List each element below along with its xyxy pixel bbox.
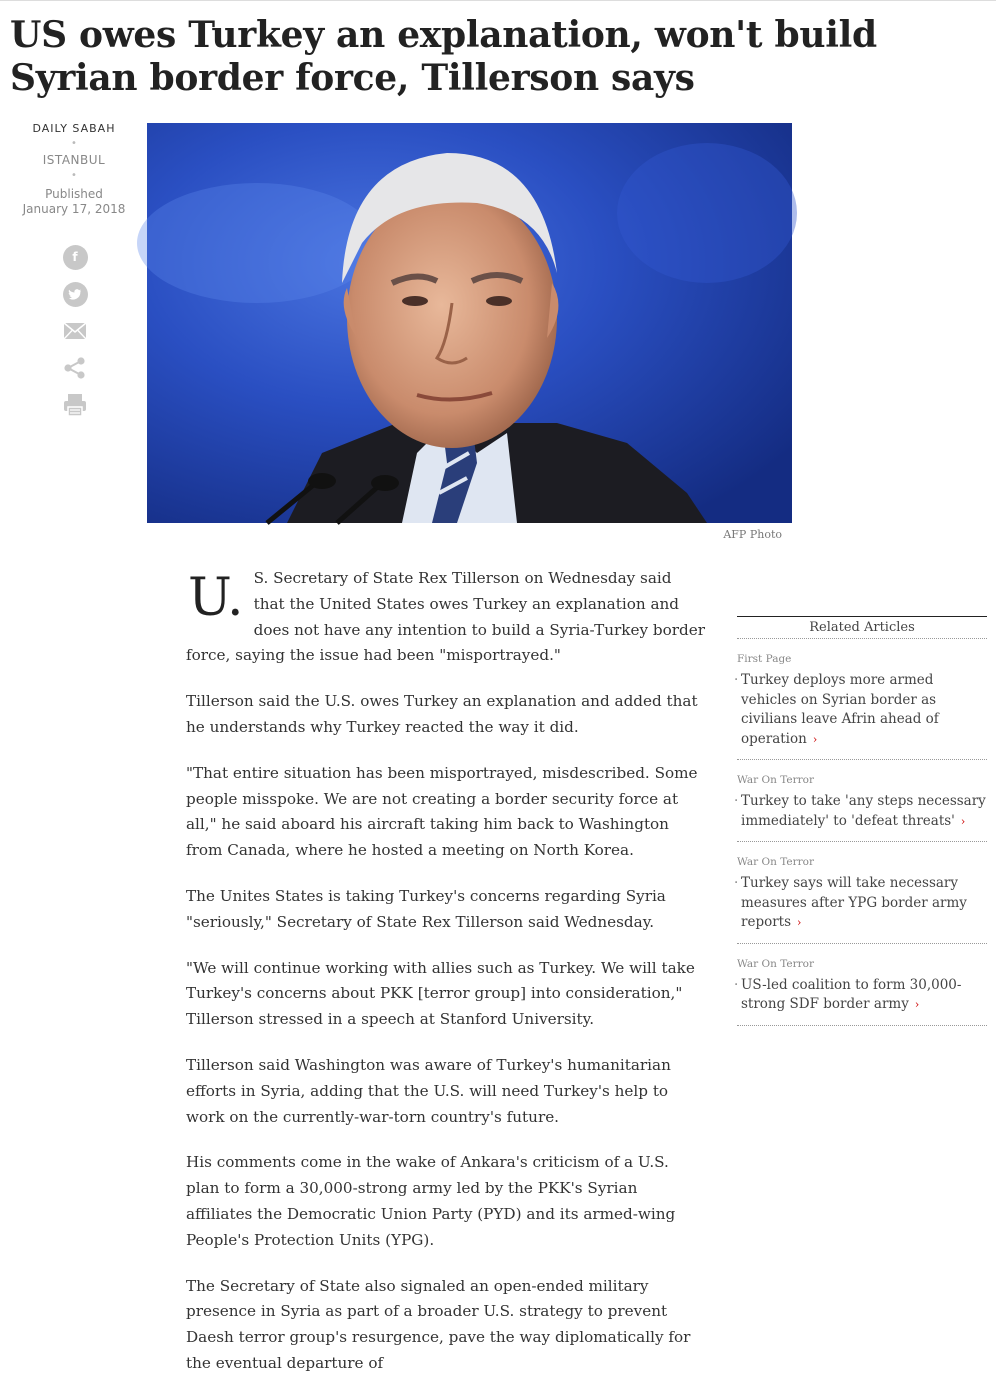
related-category[interactable]: First Page [737,653,792,665]
related-link[interactable] [734,792,987,831]
related-item [734,639,987,760]
related-item [734,944,987,1026]
chevron-right-icon[interactable]: › [812,732,818,746]
twitter-glyph [63,282,88,307]
envelope-glyph [63,322,87,340]
printer-glyph [63,393,87,417]
share-glyph [63,356,87,380]
bullet-icon: · [734,875,739,891]
article-paragraph: "We will continue working with allies such as Turkey. We will take Turkey's concerns about PKK [terror group] into consideration," Tillerson stressed in a speech at Stanford University. [186,958,695,1029]
related-heading: Related Articles [737,616,987,639]
related-category[interactable]: War On Terror [737,856,814,868]
article-paragraph: "That entire situation has been misportrayed, misdescribed. Some people misspoke. We are not creating a border security force at all," he said aboard his aircraft taking him back to Washington from Canada, where he hosted a meeting on North Korea. [186,763,698,860]
related-category[interactable]: War On Terror [737,774,814,786]
portrait-illustration [147,123,792,523]
bullet-icon: · [734,672,739,688]
published-date: January 17, 2018 [22,202,126,216]
related-title[interactable]: Turkey to take 'any steps necessary immediately' to 'defeat threats' [741,793,986,829]
drop-cap: U. [188,568,244,628]
facebook-glyph: f [63,245,88,270]
article-paragraph: Tillerson said the U.S. owes Turkey an explanation and added that he understands why Turkey reacted the way it did. [186,692,698,736]
article-headline: US owes Turkey an explanation, won't build Syrian border force, Tillerson says [10,14,877,99]
photo-credit: AFP Photo [723,528,782,541]
related-articles [734,616,987,1026]
article-photo [147,123,792,523]
related-link[interactable] [734,671,987,749]
source-label[interactable]: DAILY SABAH [32,122,116,135]
related-title[interactable]: US-led coalition to form 30,000-strong SDF border army [741,976,962,1012]
article-paragraph: Tillerson said Washington was aware of Turkey's humanitarian efforts in Syria, adding that the U.S. will need Turkey's help to work on the currently-war-torn country's future. [186,1055,671,1126]
article-meta [14,122,134,217]
print-icon[interactable] [58,392,92,418]
dateline-city: ISTANBUL [42,153,106,167]
article-paragraph [186,566,706,669]
chevron-right-icon[interactable]: › [914,998,920,1011]
chevron-right-icon[interactable]: › [960,814,966,828]
related-title[interactable]: Turkey says will take necessary measures after YPG border army reports [741,875,967,930]
article-paragraph: The Secretary of State also signaled an open-ended military presence in Syria as part of a broader U.S. strategy to prevent Daesh terror group's resurgence, pave the way diplomatically for the eventual departure of [186,1276,691,1372]
bullet-icon: · [734,976,739,993]
top-rule [0,0,996,4]
meta-separator: • [71,170,77,181]
email-icon[interactable] [58,318,92,344]
chevron-right-icon[interactable]: › [797,916,802,929]
related-title[interactable]: Turkey deploys more armed vehicles on Syrian border as civilians leave Afrin ahead of operation [741,672,939,747]
article-body [186,566,706,1397]
facebook-icon[interactable] [58,244,92,270]
related-item [734,760,987,842]
published-label: Published [45,187,103,201]
related-link[interactable] [734,976,987,1015]
related-item [734,842,987,944]
meta-separator: • [71,138,77,149]
share-icon[interactable] [58,355,92,381]
twitter-icon[interactable] [58,281,92,307]
related-category[interactable]: War On Terror [737,957,814,970]
article-paragraph: The Unites States is taking Turkey's concerns regarding Syria "seriously," Secretary of State Rex Tillerson said Wednesday. [186,886,666,931]
article-paragraph: His comments come in the wake of Ankara's criticism of a U.S. plan to form a 30,000-strong army led by the PKK's Syrian affiliates the Democratic Union Party (PYD) and its armed-wing People's Protection Units (YPG). [186,1153,676,1249]
related-link[interactable] [734,874,987,933]
share-toolbar [58,244,92,429]
paragraph-text: S. Secretary of State Rex Tillerson on Wednesday said that the United States owes Turkey an explanation and does not have any intention to build a Syria-Turkey border force, saying the issue had been "misportrayed." [186,569,705,665]
bullet-icon: · [734,793,739,809]
